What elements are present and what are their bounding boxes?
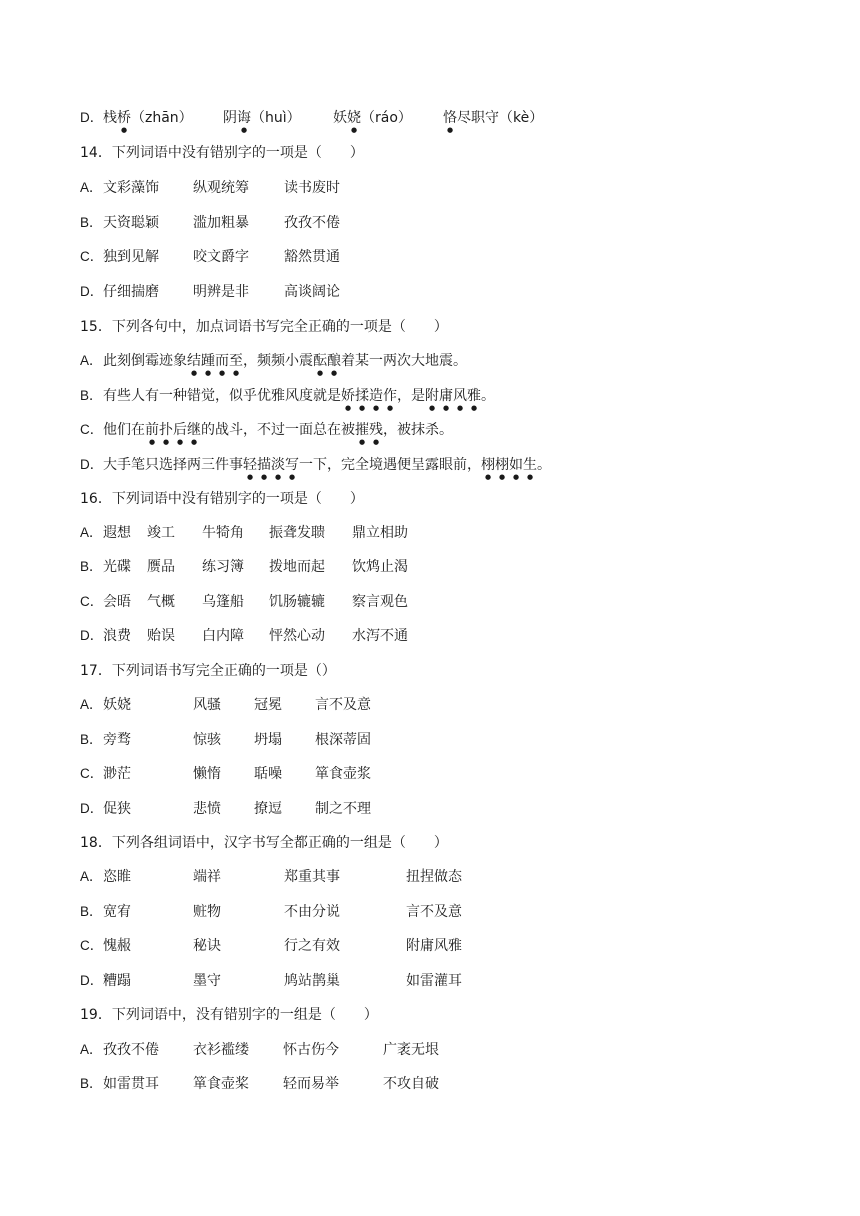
dotted-word: 娇揉造作 — [341, 388, 397, 404]
dotted-word: 附庸风雅 — [425, 388, 481, 404]
q13-d-item-2: 阴诲（huì） — [223, 110, 301, 126]
dotted-char: 桥 — [117, 110, 131, 126]
dotted-char: 恪 — [443, 110, 457, 126]
dotted-word: 轻描淡写 — [243, 457, 299, 473]
q13-d-item-1: 栈桥（zhān） — [103, 110, 193, 126]
q13-d-item-4: 恪尽职守（kè） — [443, 110, 544, 126]
dotted-word: 前扑后继 — [145, 422, 201, 438]
dotted-word: 结踵而至 — [187, 353, 243, 369]
q13-d-item-3: 妖娆（ráo） — [333, 110, 412, 126]
dotted-word: 酝酿 — [313, 353, 341, 369]
dotted-word: 摧残 — [355, 422, 383, 438]
dotted-char: 诲 — [237, 110, 251, 126]
option-label: D． — [80, 110, 104, 125]
dotted-char: 娆 — [347, 110, 361, 126]
dotted-word: 栩栩如生 — [481, 457, 537, 473]
